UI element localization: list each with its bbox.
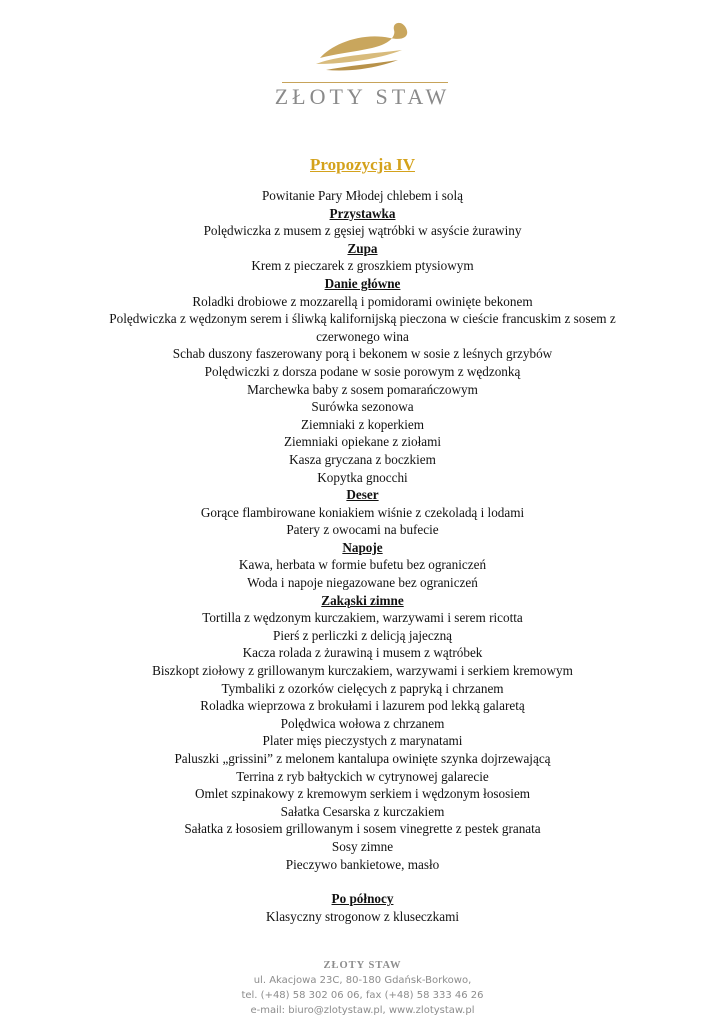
section-heading-drinks: Napoje: [342, 539, 383, 555]
logo-text: ZŁOTY STAW: [274, 84, 451, 109]
section-heading-starter: Przystawka: [329, 205, 396, 221]
menu-item: Patery z owocami na bufecie: [286, 522, 439, 538]
menu-item: Ziemniaki opiekane z ziołami: [283, 434, 442, 450]
menu-item: Tortilla z wędzonym kurczakiem, warzywami i serem ricotta: [202, 610, 523, 626]
menu-item: Paluszki „grissini” z melonem kantalupa owinięte szynka dojrzewającą: [174, 751, 551, 766]
menu-item: Kasza gryczana z boczkiem: [289, 451, 436, 467]
menu-item: Klasyczny strogonow z kluseczkami: [266, 908, 459, 924]
menu-item: Kawa, herbata w formie bufetu bez ograniczeń: [238, 557, 487, 573]
menu-item: Kopytka gnocchi: [317, 469, 408, 485]
menu-item: Marchewka baby z sosem pomarańczowym: [247, 381, 478, 397]
menu-item: Pieczywo bankietowe, masło: [285, 856, 440, 872]
footer-contact: e-mail: biuro@zlotystaw.pl, www.zlotystaw.pl: [250, 1005, 475, 1016]
menu-item: Biszkopt ziołowy z grillowanym kurczakiem, warzywami i serkiem kremowym: [152, 663, 573, 679]
menu: [90, 187, 635, 925]
section-heading-cold-appetizers: Zakąski zimne: [321, 592, 404, 608]
logo-divider: [282, 82, 448, 83]
menu-item: Kacza rolada z żurawiną i musem z wątróbek: [242, 645, 483, 661]
menu-item: Terrina z ryb bałtyckich w cytrynowej galarecie: [236, 768, 489, 784]
menu-item: Ziemniaki z koperkiem: [300, 416, 425, 432]
menu-item: Plater mięs pieczystych z marynatami: [262, 733, 463, 749]
spacer: [90, 873, 635, 890]
menu-item: Pierś z perliczki z delicją jajeczną: [272, 627, 453, 643]
menu-item: Omlet szpinakowy z kremowym serkiem i wędzonym łososiem: [194, 786, 531, 802]
section-heading-main-course: Danie główne: [324, 275, 401, 291]
menu-item: Polędwiczka z wędzonym serem i śliwką kalifornijską pieczona w cieście francuskim z sosem z czerwonego wina: [109, 311, 616, 344]
logo: [0, 14, 725, 114]
footer: [0, 958, 725, 1018]
menu-item: Krem z pieczarek z groszkiem ptysiowym: [251, 258, 474, 274]
menu-item: Surówka sezonowa: [311, 399, 414, 415]
menu-item: Polędwiczka z musem z gęsiej wątróbki w asyście żurawiny: [203, 223, 522, 239]
menu-item: Schab duszony faszerowany porą i bekonem w sosie z leśnych grzybów: [172, 346, 553, 362]
menu-item: Sosy zimne: [331, 838, 394, 854]
menu-item: Gorące flambirowane koniakiem wiśnie z czekoladą i lodami: [200, 504, 525, 520]
section-heading-dessert: Deser: [346, 487, 379, 503]
menu-item: Woda i napoje niegazowane bez ograniczeń: [247, 575, 478, 591]
section-heading-soup: Zupa: [347, 240, 378, 256]
swan-logo-icon: [312, 14, 416, 78]
welcome-line: Powitanie Pary Młodej chlebem i solą: [261, 188, 464, 203]
menu-item: Tymbaliki z ozorków cielęcych z papryką i chrzanem: [221, 680, 504, 696]
menu-item: Polędwiczki z dorsza podane w sosie porowym z wędzonką: [204, 363, 521, 379]
menu-item: Sałatka Cesarska z kurczakiem: [280, 803, 445, 819]
page-title: Propozycja IV: [310, 155, 415, 174]
section-heading-after-midnight: Po północy: [331, 891, 394, 907]
menu-item: Polędwica wołowa z chrzanem: [280, 715, 445, 731]
footer-brand: ZŁOTY STAW: [323, 960, 402, 971]
footer-address: ul. Akacjowa 23C, 80-180 Gdańsk-Borkowo,: [253, 975, 472, 986]
footer-phone: tel. (+48) 58 302 06 06, fax (+48) 58 333 46 26: [241, 990, 484, 1001]
menu-item: Roladka wieprzowa z brokułami i lazurem pod lekką galaretą: [200, 698, 525, 714]
menu-item: Roladki drobiowe z mozzarellą i pomidorami owinięte bekonem: [192, 293, 533, 309]
menu-item: Sałatka z łososiem grillowanym i sosem vinegrette z pestek granata: [184, 821, 541, 837]
